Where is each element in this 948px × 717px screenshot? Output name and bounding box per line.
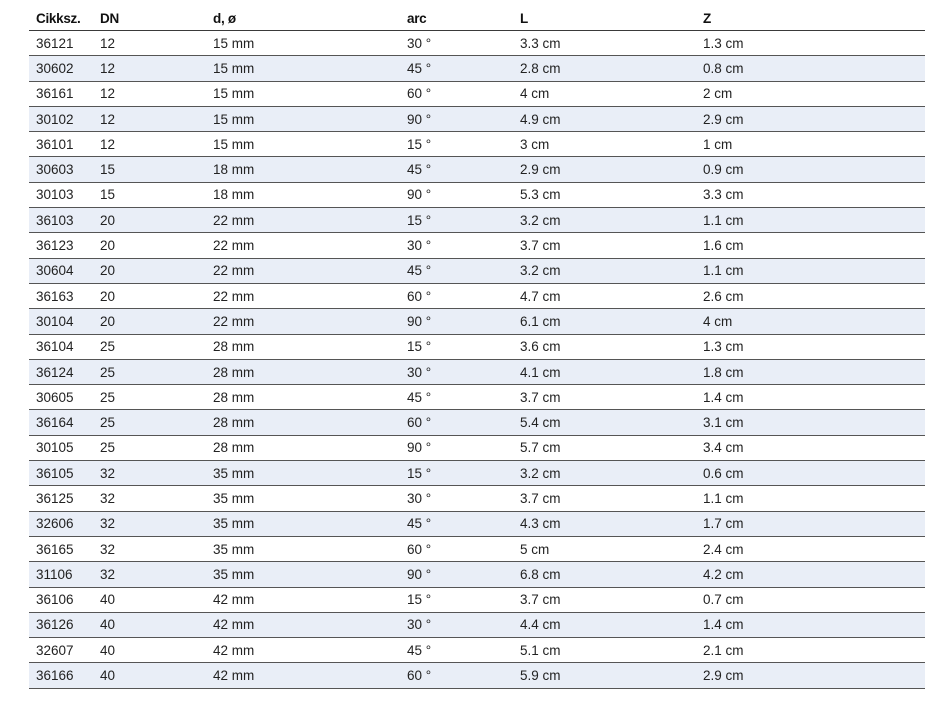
cell-length: 4.4 cm: [513, 612, 696, 637]
cell-diameter: 35 mm: [206, 536, 400, 561]
cell-diameter: 22 mm: [206, 233, 400, 258]
cell-length: 5.4 cm: [513, 410, 696, 435]
cell-arc: 45 °: [400, 385, 513, 410]
cell-length: 6.8 cm: [513, 562, 696, 587]
cell-diameter: 28 mm: [206, 385, 400, 410]
column-header-dn: DN: [93, 6, 206, 31]
table-row: [29, 208, 925, 233]
cell-diameter: 18 mm: [206, 182, 400, 207]
cell-z: 2.4 cm: [696, 536, 925, 561]
cell-dn: 12: [93, 81, 206, 106]
cell-length: 5.9 cm: [513, 663, 696, 688]
table-header-row: [29, 6, 925, 31]
column-header-arc: arc: [400, 6, 513, 31]
table-row: [29, 587, 925, 612]
cell-diameter: 28 mm: [206, 359, 400, 384]
cell-z: 1.4 cm: [696, 612, 925, 637]
cell-item-number: 36106: [29, 587, 93, 612]
cell-item-number: 36125: [29, 486, 93, 511]
cell-arc: 60 °: [400, 410, 513, 435]
cell-dn: 25: [93, 385, 206, 410]
cell-arc: 60 °: [400, 283, 513, 308]
cell-z: 1.8 cm: [696, 359, 925, 384]
cell-length: 4.7 cm: [513, 283, 696, 308]
cell-dn: 20: [93, 309, 206, 334]
cell-item-number: 32606: [29, 511, 93, 536]
cell-z: 2.9 cm: [696, 106, 925, 131]
cell-dn: 20: [93, 283, 206, 308]
cell-arc: 90 °: [400, 562, 513, 587]
cell-item-number: 36124: [29, 359, 93, 384]
table-row: [29, 132, 925, 157]
cell-arc: 15 °: [400, 461, 513, 486]
cell-arc: 60 °: [400, 663, 513, 688]
table-row: [29, 157, 925, 182]
cell-diameter: 22 mm: [206, 309, 400, 334]
table-row: [29, 486, 925, 511]
table-row: [29, 106, 925, 131]
cell-item-number: 31106: [29, 562, 93, 587]
cell-z: 2.1 cm: [696, 638, 925, 663]
cell-diameter: 15 mm: [206, 81, 400, 106]
cell-item-number: 36126: [29, 612, 93, 637]
cell-item-number: 30104: [29, 309, 93, 334]
cell-item-number: 36121: [29, 31, 93, 56]
column-header-length: L: [513, 6, 696, 31]
cell-length: 3.7 cm: [513, 587, 696, 612]
cell-item-number: 30105: [29, 435, 93, 460]
cell-length: 5.1 cm: [513, 638, 696, 663]
cell-length: 3.3 cm: [513, 31, 696, 56]
cell-diameter: 15 mm: [206, 31, 400, 56]
cell-dn: 32: [93, 562, 206, 587]
table-row: [29, 536, 925, 561]
cell-item-number: 36104: [29, 334, 93, 359]
cell-z: 1.1 cm: [696, 486, 925, 511]
cell-item-number: 32607: [29, 638, 93, 663]
table-row: [29, 309, 925, 334]
table-row: [29, 56, 925, 81]
cell-length: 3.2 cm: [513, 461, 696, 486]
cell-dn: 40: [93, 612, 206, 637]
cell-arc: 90 °: [400, 309, 513, 334]
cell-dn: 20: [93, 258, 206, 283]
cell-dn: 40: [93, 587, 206, 612]
cell-diameter: 35 mm: [206, 562, 400, 587]
table-row: [29, 359, 925, 384]
cell-length: 4 cm: [513, 81, 696, 106]
cell-arc: 30 °: [400, 233, 513, 258]
cell-z: 1.6 cm: [696, 233, 925, 258]
cell-length: 5 cm: [513, 536, 696, 561]
cell-z: 3.1 cm: [696, 410, 925, 435]
table-row: [29, 31, 925, 56]
cell-z: 3.3 cm: [696, 182, 925, 207]
table-row: [29, 410, 925, 435]
cell-arc: 45 °: [400, 511, 513, 536]
table-row: [29, 461, 925, 486]
cell-arc: 60 °: [400, 536, 513, 561]
cell-diameter: 42 mm: [206, 663, 400, 688]
cell-diameter: 42 mm: [206, 638, 400, 663]
cell-item-number: 30102: [29, 106, 93, 131]
cell-dn: 25: [93, 410, 206, 435]
cell-length: 6.1 cm: [513, 309, 696, 334]
cell-dn: 32: [93, 511, 206, 536]
cell-diameter: 22 mm: [206, 258, 400, 283]
column-header-z: Z: [696, 6, 925, 31]
cell-dn: 12: [93, 106, 206, 131]
cell-z: 4 cm: [696, 309, 925, 334]
table-row: [29, 258, 925, 283]
cell-dn: 25: [93, 435, 206, 460]
cell-diameter: 28 mm: [206, 334, 400, 359]
cell-diameter: 15 mm: [206, 106, 400, 131]
cell-diameter: 35 mm: [206, 511, 400, 536]
cell-length: 5.3 cm: [513, 182, 696, 207]
cell-length: 3.7 cm: [513, 486, 696, 511]
cell-diameter: 28 mm: [206, 410, 400, 435]
cell-arc: 30 °: [400, 486, 513, 511]
cell-length: 3.2 cm: [513, 208, 696, 233]
cell-z: 1.4 cm: [696, 385, 925, 410]
cell-item-number: 36166: [29, 663, 93, 688]
cell-z: 4.2 cm: [696, 562, 925, 587]
cell-dn: 12: [93, 31, 206, 56]
cell-item-number: 36163: [29, 283, 93, 308]
table-row: [29, 638, 925, 663]
cell-length: 3.2 cm: [513, 258, 696, 283]
cell-arc: 15 °: [400, 587, 513, 612]
cell-length: 2.8 cm: [513, 56, 696, 81]
table-row: [29, 511, 925, 536]
cell-item-number: 36105: [29, 461, 93, 486]
cell-dn: 12: [93, 132, 206, 157]
cell-diameter: 35 mm: [206, 461, 400, 486]
cell-dn: 25: [93, 334, 206, 359]
cell-z: 1.1 cm: [696, 208, 925, 233]
cell-dn: 32: [93, 486, 206, 511]
cell-item-number: 30605: [29, 385, 93, 410]
cell-dn: 20: [93, 208, 206, 233]
cell-arc: 15 °: [400, 208, 513, 233]
table-row: [29, 334, 925, 359]
table-row: [29, 182, 925, 207]
cell-length: 3.7 cm: [513, 233, 696, 258]
cell-item-number: 36123: [29, 233, 93, 258]
table-row: [29, 612, 925, 637]
cell-diameter: 42 mm: [206, 587, 400, 612]
cell-z: 1.1 cm: [696, 258, 925, 283]
cell-item-number: 36103: [29, 208, 93, 233]
cell-dn: 20: [93, 233, 206, 258]
cell-z: 0.6 cm: [696, 461, 925, 486]
cell-dn: 12: [93, 56, 206, 81]
cell-diameter: 15 mm: [206, 56, 400, 81]
cell-dn: 40: [93, 638, 206, 663]
table-row: [29, 435, 925, 460]
cell-length: 4.9 cm: [513, 106, 696, 131]
cell-arc: 60 °: [400, 81, 513, 106]
cell-arc: 30 °: [400, 31, 513, 56]
cell-item-number: 30604: [29, 258, 93, 283]
table-row: [29, 562, 925, 587]
cell-diameter: 22 mm: [206, 283, 400, 308]
cell-z: 2 cm: [696, 81, 925, 106]
cell-arc: 45 °: [400, 258, 513, 283]
cell-arc: 45 °: [400, 56, 513, 81]
table-row: [29, 663, 925, 688]
cell-arc: 90 °: [400, 435, 513, 460]
cell-diameter: 28 mm: [206, 435, 400, 460]
cell-z: 2.9 cm: [696, 663, 925, 688]
cell-z: 3.4 cm: [696, 435, 925, 460]
cell-diameter: 15 mm: [206, 132, 400, 157]
table-body: [29, 31, 925, 689]
cell-diameter: 35 mm: [206, 486, 400, 511]
cell-item-number: 30603: [29, 157, 93, 182]
cell-dn: 25: [93, 359, 206, 384]
column-header-item-number: Cikksz.: [29, 6, 93, 31]
cell-z: 0.9 cm: [696, 157, 925, 182]
cell-z: 1 cm: [696, 132, 925, 157]
cell-z: 2.6 cm: [696, 283, 925, 308]
cell-arc: 90 °: [400, 106, 513, 131]
cell-arc: 45 °: [400, 157, 513, 182]
cell-dn: 32: [93, 536, 206, 561]
cell-diameter: 18 mm: [206, 157, 400, 182]
cell-length: 4.3 cm: [513, 511, 696, 536]
table-row: [29, 233, 925, 258]
column-header-diameter: d, ø: [206, 6, 400, 31]
cell-length: 5.7 cm: [513, 435, 696, 460]
cell-arc: 30 °: [400, 612, 513, 637]
cell-z: 1.3 cm: [696, 31, 925, 56]
cell-diameter: 22 mm: [206, 208, 400, 233]
product-table: [29, 6, 925, 689]
cell-length: 3.7 cm: [513, 385, 696, 410]
cell-item-number: 30103: [29, 182, 93, 207]
cell-item-number: 36101: [29, 132, 93, 157]
cell-dn: 32: [93, 461, 206, 486]
cell-arc: 30 °: [400, 359, 513, 384]
cell-dn: 15: [93, 157, 206, 182]
cell-z: 0.8 cm: [696, 56, 925, 81]
cell-item-number: 30602: [29, 56, 93, 81]
cell-dn: 15: [93, 182, 206, 207]
cell-length: 3.6 cm: [513, 334, 696, 359]
cell-length: 2.9 cm: [513, 157, 696, 182]
cell-item-number: 36161: [29, 81, 93, 106]
cell-z: 1.7 cm: [696, 511, 925, 536]
cell-arc: 15 °: [400, 132, 513, 157]
table-row: [29, 283, 925, 308]
table-row: [29, 385, 925, 410]
cell-arc: 45 °: [400, 638, 513, 663]
cell-dn: 40: [93, 663, 206, 688]
table-row: [29, 81, 925, 106]
cell-item-number: 36165: [29, 536, 93, 561]
cell-diameter: 42 mm: [206, 612, 400, 637]
cell-arc: 15 °: [400, 334, 513, 359]
product-table-container: [29, 6, 925, 689]
cell-arc: 90 °: [400, 182, 513, 207]
cell-z: 1.3 cm: [696, 334, 925, 359]
cell-length: 4.1 cm: [513, 359, 696, 384]
cell-z: 0.7 cm: [696, 587, 925, 612]
cell-item-number: 36164: [29, 410, 93, 435]
cell-length: 3 cm: [513, 132, 696, 157]
